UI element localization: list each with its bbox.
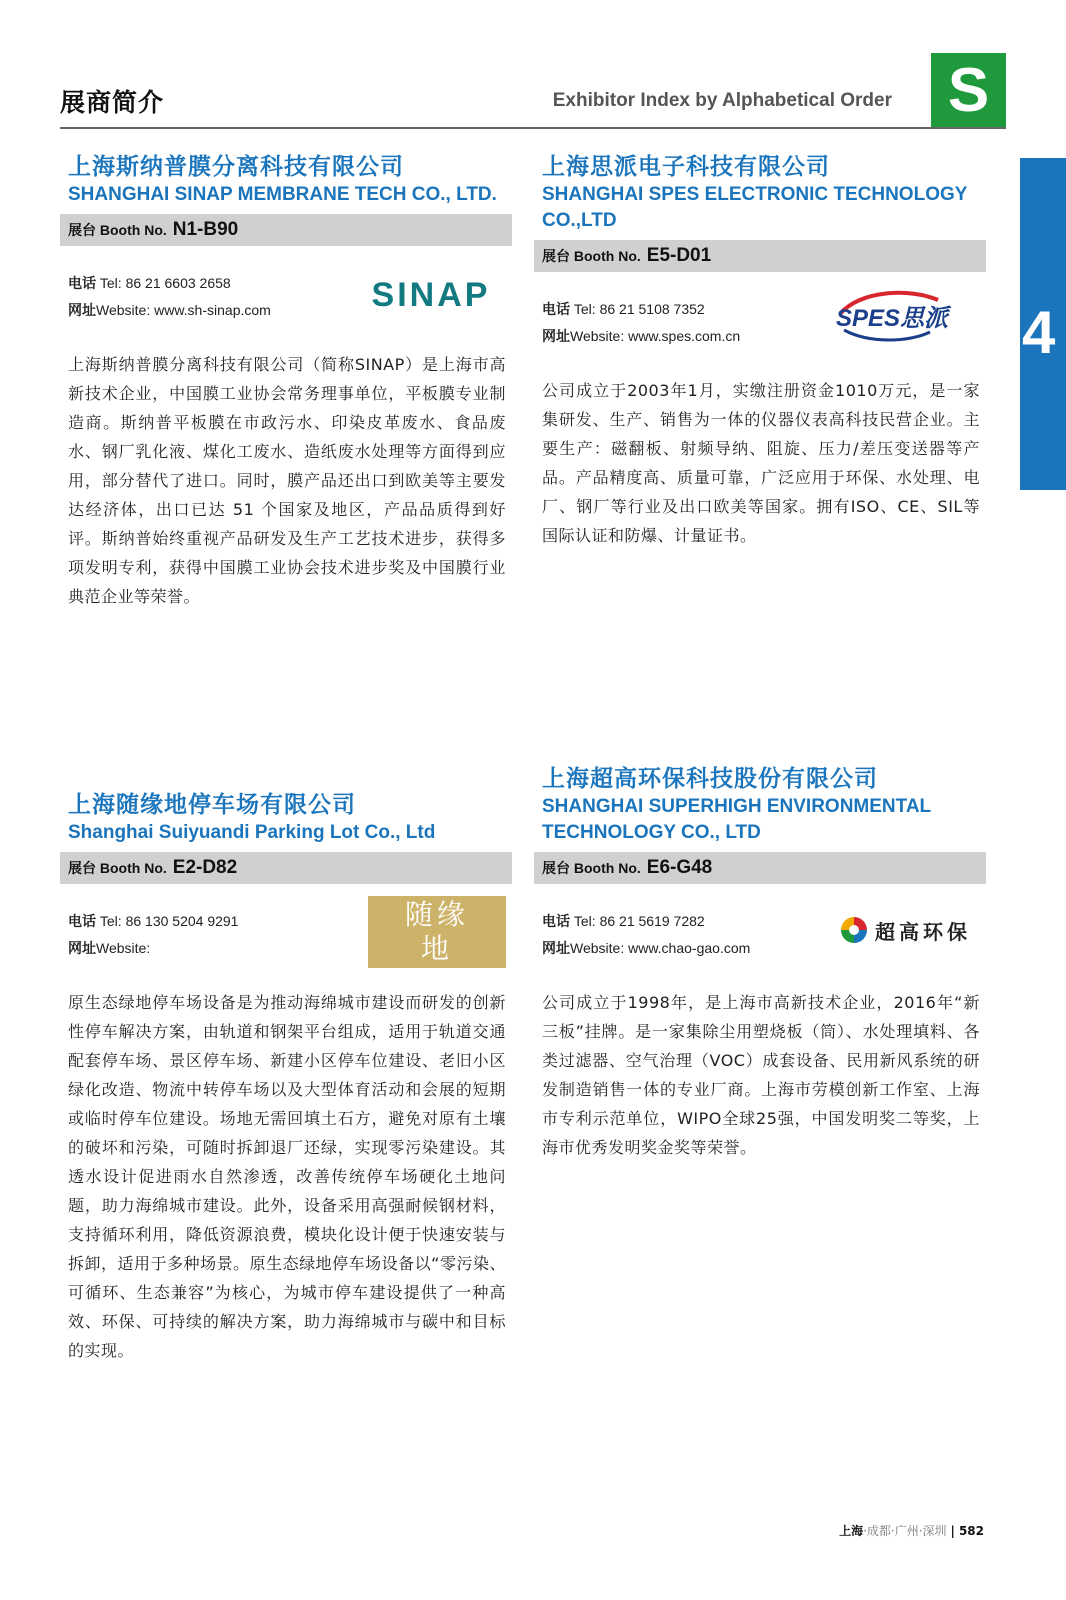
exhibitor-description: 原生态绿地停车场设备是为推动海绵城市建设而研发的创新性停车解决方案，由轨道和钢架平台组成，适用于轨道交通配套停车场、景区停车场、新建小区停车位建设、老旧小区绿化改造、物流中转停车场以及大型体育活动和会展的短期或临时停车位建设。场地无需回填土石方，避免对原有土壤的破坏和污染，可随时拆卸退厂还绿，实现零污染建设。其透水设计促进雨水自然渗透，改善传统停车场硬化土地问题，助力海绵城市建设。此外，设备采用高强耐候钢材料，支持循环利用，降低资源浪费，模块化设计便于快速安装与拆卸，适用于多种场景。原生态绿地停车场设备以“零污染、可循环、生态兼容”为核心，为城市停车建设提供了一种高效、环保、可持续的解决方案，助力海绵城市与碳中和目标的实现。 [68, 993, 506, 1360]
web-label-cn: 网址 [68, 941, 96, 957]
exhibitor-name-cn: 上海超高环保科技股份有限公司 [542, 766, 878, 792]
tel-label-en: Tel: [573, 301, 596, 317]
booth-label-cn: 展台 [68, 223, 96, 239]
exhibitor-name-cn: 上海随缘地停车场有限公司 [68, 792, 356, 818]
tel-value: 86 130 5204 9291 [125, 913, 239, 929]
website-link[interactable]: www.spes.com.cn [628, 328, 741, 344]
logo-text: SPES思派 [836, 305, 949, 332]
contact-block [60, 270, 512, 336]
exhibitor-name-en: Shanghai Suiyuandi Parking Lot Co., Ltd [68, 822, 436, 843]
booth-number: E2-D82 [172, 857, 238, 878]
sinap-logo [356, 270, 506, 320]
web-label-cn: 网址 [542, 329, 570, 345]
contact-block [534, 296, 986, 362]
exhibitor-name-en: SHANGHAI SPES ELECTRONIC TECHNOLOGY CO.,LTD [542, 184, 968, 231]
booth-label-cn: 展台 [68, 861, 96, 877]
alphabet-letter-badge: S [931, 53, 1006, 128]
booth-label-cn: 展台 [542, 249, 570, 265]
logo-text: 超高环保 [875, 919, 971, 944]
booth-bar [534, 852, 986, 884]
exhibitor-card-sinap [60, 152, 512, 611]
booth-label-cn: 展台 [542, 861, 570, 877]
chaogao-logo [830, 908, 980, 952]
exhibitor-name-cn: 上海斯纳普膜分离科技有限公司 [68, 154, 404, 180]
web-label-en: Website: [96, 940, 151, 956]
booth-bar [534, 240, 986, 272]
exhibitor-card-suiyuandi [60, 790, 512, 1365]
tel-label-cn: 电话 [542, 302, 570, 318]
header-divider [60, 127, 1006, 129]
booth-number: E5-D01 [646, 245, 712, 266]
logo-text: SINAP [371, 275, 491, 314]
website-link[interactable]: www.chao-gao.com [628, 940, 751, 956]
spes-swoosh-icon [830, 286, 980, 346]
tel-value: 86 21 6603 2658 [125, 275, 231, 291]
chaogao-swirl-icon [839, 915, 869, 945]
web-label-cn: 网址 [542, 941, 570, 957]
exhibitor-name-en: SHANGHAI SUPERHIGH ENVIRONMENTAL TECHNOLOGY CO., LTD [542, 796, 931, 843]
footer-city-main: 上海 [839, 1524, 864, 1538]
tel-label-en: Tel: [99, 913, 122, 929]
footer-separator: | [950, 1524, 955, 1538]
suiyuandi-logo [368, 896, 506, 968]
web-label-en: Website: [570, 328, 625, 344]
booth-bar [60, 214, 512, 246]
web-label-en: Website: [570, 940, 625, 956]
booth-bar [60, 852, 512, 884]
exhibitor-description: 公司成立于2003年1月，实缴注册资金1010万元，是一家集研发、生产、销售为一体的仪器仪表高科技民营企业。主要生产：磁翻板、射频导纳、阻旋、压力/差压变送器等产品。产品精度高、质量可靠，广泛应用于环保、水处理、电厂、钢厂等行业及出口欧美等国家。拥有ISO、CE、SIL等国际认证和防爆、计量证书。 [542, 381, 980, 545]
tel-label-cn: 电话 [542, 914, 570, 930]
exhibitor-description: 上海斯纳普膜分离科技有限公司（简称SINAP）是上海市高新技术企业，中国膜工业协会常务理事单位，平板膜专业制造商。斯纳普平板膜在市政污水、印染皮革废水、食品废水、钢厂乳化液、煤化工废水、造纸废水处理等方面得到应用，部分替代了进口。同时，膜产品还出口到欧美等主要发达经济体，出口已达 51 个国家及地区，产品品质得到好评。斯纳普始终重视产品研发及生产工艺技术进步，获得多项发明专利，获得中国膜工业协会技术进步奖及中国膜行业典范企业等荣誉。 [68, 355, 506, 606]
footer-cities: ·成都·广州·深圳 [863, 1524, 947, 1538]
exhibitor-description: 公司成立于1998年，是上海市高新技术企业，2016年“新三板”挂牌。是一家集除尘用塑烧板（筒）、水处理填料、各类过滤器、空气治理（VOC）成套设备、民用新风系统的研发制造销售一体的专业厂商。上海市劳模创新工作室、上海市专利示范单位，WIPO全球25强，中国发明奖二等奖，上海市优秀发明奖金奖等荣誉。 [542, 993, 980, 1157]
tel-label-en: Tel: [573, 913, 596, 929]
tel-value: 86 21 5619 7282 [599, 913, 705, 929]
web-label-cn: 网址 [68, 303, 96, 319]
index-subtitle: Exhibitor Index by Alphabetical Order [552, 90, 892, 111]
logo-text: 随缘地 [404, 898, 469, 965]
spes-logo [830, 286, 980, 346]
exhibitor-name-en: SHANGHAI SINAP MEMBRANE TECH CO., LTD. [68, 184, 497, 205]
chapter-number: 4 [1022, 299, 1056, 366]
tel-label-cn: 电话 [68, 276, 96, 292]
tel-label-cn: 电话 [68, 914, 96, 930]
booth-label-en: Booth No. [573, 860, 641, 876]
booth-number: E6-G48 [646, 857, 713, 878]
exhibitor-name-cn: 上海思派电子科技有限公司 [542, 154, 830, 180]
tel-value: 86 21 5108 7352 [599, 301, 705, 317]
chapter-side-tab [1020, 158, 1066, 490]
booth-label-en: Booth No. [573, 248, 641, 264]
exhibitor-card-chaogao [534, 764, 986, 1162]
web-label-en: Website: [96, 302, 151, 318]
page-section-title: 展商简介 [60, 88, 165, 117]
tel-label-en: Tel: [99, 275, 122, 291]
booth-label-en: Booth No. [99, 860, 167, 876]
exhibitor-card-spes [534, 152, 986, 550]
website-link[interactable]: www.sh-sinap.com [154, 302, 271, 318]
booth-label-en: Booth No. [99, 222, 167, 238]
page-number: 582 [958, 1524, 984, 1538]
contact-block [534, 908, 986, 974]
booth-number: N1-B90 [172, 219, 239, 240]
contact-block [60, 898, 512, 974]
page-footer [839, 1522, 984, 1539]
